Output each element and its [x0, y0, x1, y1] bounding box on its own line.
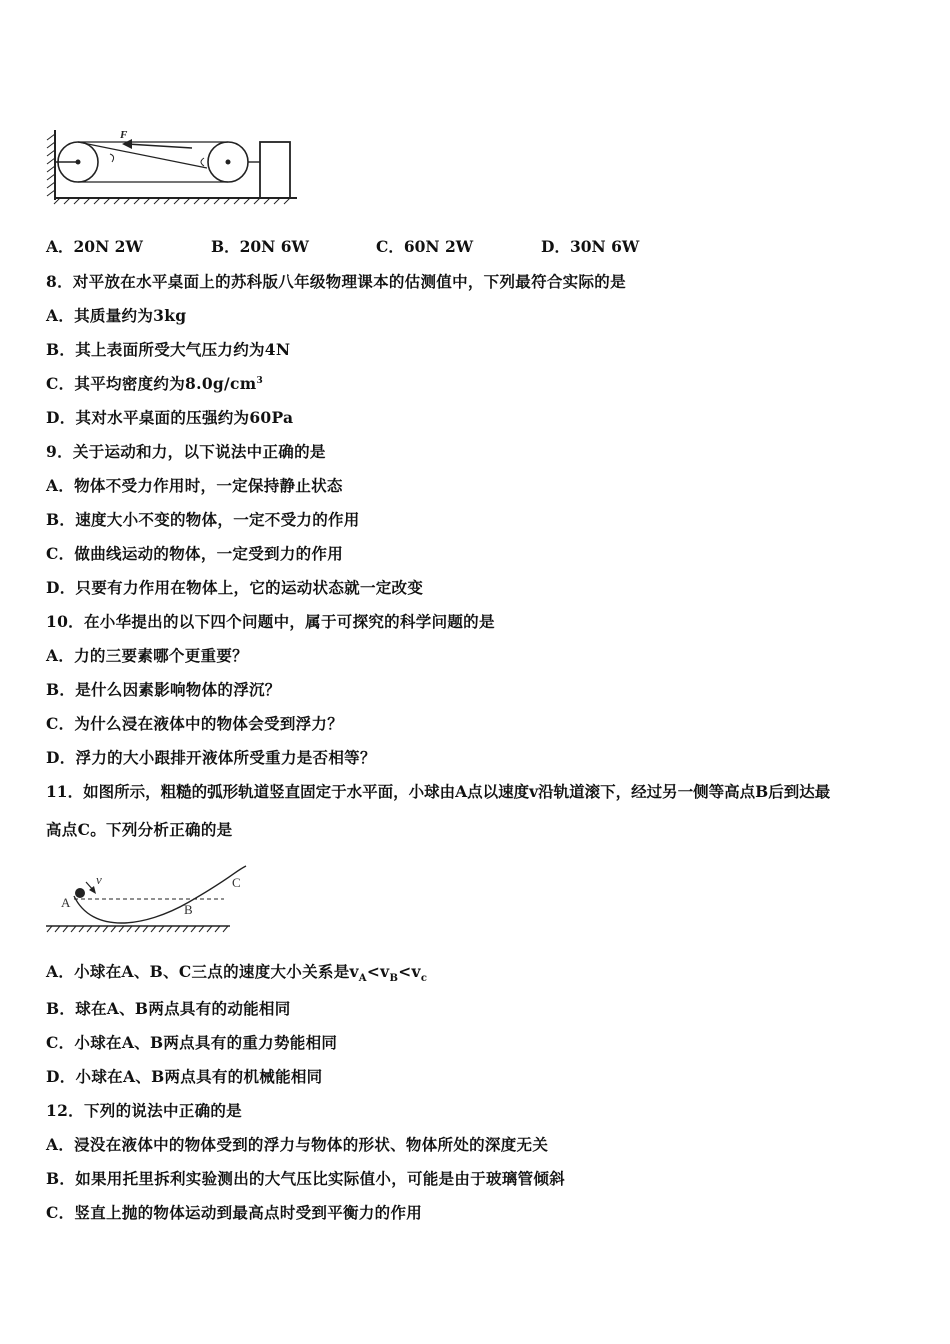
- q11-lt-1: <v: [366, 962, 390, 981]
- q8-option-c-text: C．其平均密度约为8.0g/cm: [46, 374, 257, 393]
- q12-stem: 12．下列的说法中正确的是: [46, 1101, 242, 1120]
- q11-sub-a: A: [358, 973, 367, 985]
- point-c-label: C: [232, 875, 241, 890]
- q8-option-c-sup: 3: [256, 375, 264, 386]
- q11-option-b[interactable]: B．球在A、B两点具有的动能相同: [46, 999, 291, 1018]
- q11-lt-2: <v: [398, 962, 421, 981]
- q9-option-d[interactable]: D．只要有力作用在物体上，它的运动状态就一定改变: [46, 578, 424, 597]
- q8-option-a[interactable]: A．其质量约为3kg: [46, 306, 187, 325]
- force-label: F: [120, 129, 128, 141]
- q7-option-a[interactable]: A．20N 2W: [46, 237, 143, 256]
- point-a-label: A: [61, 895, 71, 910]
- q9-option-c[interactable]: C．做曲线运动的物体，一定受到力的作用: [46, 544, 344, 563]
- q12-option-b[interactable]: B．如果用托里拆利实验测出的大气压比实际值小，可能是由于玻璃管倾斜: [46, 1169, 566, 1188]
- q8-option-b[interactable]: B．其上表面所受大气压力约为4N: [46, 340, 291, 359]
- q11-stem-line2: 高点C。下列分析正确的是: [46, 820, 233, 839]
- q10-option-a[interactable]: A．力的三要素哪个更重要？: [46, 646, 248, 665]
- track-figure: [44, 862, 254, 940]
- q11-stem-line1: 11．如图所示，粗糙的弧形轨道竖直固定于水平面，小球由A点以速度v沿轨道滚下，经过另一侧等高点B后到达最: [46, 782, 831, 801]
- q8-option-d[interactable]: D．其对水平桌面的压强约为60Pa: [46, 408, 294, 427]
- q9-stem: 9．关于运动和力，以下说法中正确的是: [46, 442, 326, 461]
- pulley-figure: [42, 120, 304, 212]
- q12-option-a[interactable]: A．浸没在液体中的物体受到的浮力与物体的形状、物体所处的深度无关: [46, 1135, 549, 1154]
- point-b-label: B: [184, 902, 193, 917]
- q7-option-b[interactable]: B．20N 6W: [211, 237, 309, 256]
- q8-option-c[interactable]: [46, 372, 263, 394]
- q10-option-c[interactable]: C．为什么浸在液体中的物体会受到浮力？: [46, 714, 344, 733]
- q9-option-b[interactable]: B．速度大小不变的物体，一定不受力的作用: [46, 510, 360, 529]
- q11-option-a-text: A．小球在A、B、C三点的速度大小关系是v: [46, 962, 359, 981]
- q11-sub-b: B: [389, 973, 399, 985]
- velocity-label: v: [96, 872, 102, 887]
- q11-sub-c: c: [420, 973, 428, 985]
- q10-option-b[interactable]: B．是什么因素影响物体的浮沉？: [46, 680, 281, 699]
- q8-stem: 8．对平放在水平桌面上的苏科版八年级物理课本的估测值中，下列最符合实际的是: [46, 272, 626, 291]
- q7-option-c[interactable]: C．60N 2W: [376, 237, 474, 256]
- q12-option-c[interactable]: C．竖直上抛的物体运动到最高点时受到平衡力的作用: [46, 1203, 423, 1222]
- q10-option-d[interactable]: D．浮力的大小跟排开液体所受重力是否相等？: [46, 748, 376, 767]
- q11-option-d[interactable]: D．小球在A、B两点具有的机械能相同: [46, 1067, 323, 1086]
- q11-option-a[interactable]: [46, 960, 427, 984]
- q11-option-c[interactable]: C．小球在A、B两点具有的重力势能相同: [46, 1033, 338, 1052]
- q10-stem: 10．在小华提出的以下四个问题中，属于可探究的科学问题的是: [46, 612, 495, 631]
- q9-option-a[interactable]: A．物体不受力作用时，一定保持静止状态: [46, 476, 343, 495]
- q7-option-d[interactable]: D．30N 6W: [541, 237, 640, 256]
